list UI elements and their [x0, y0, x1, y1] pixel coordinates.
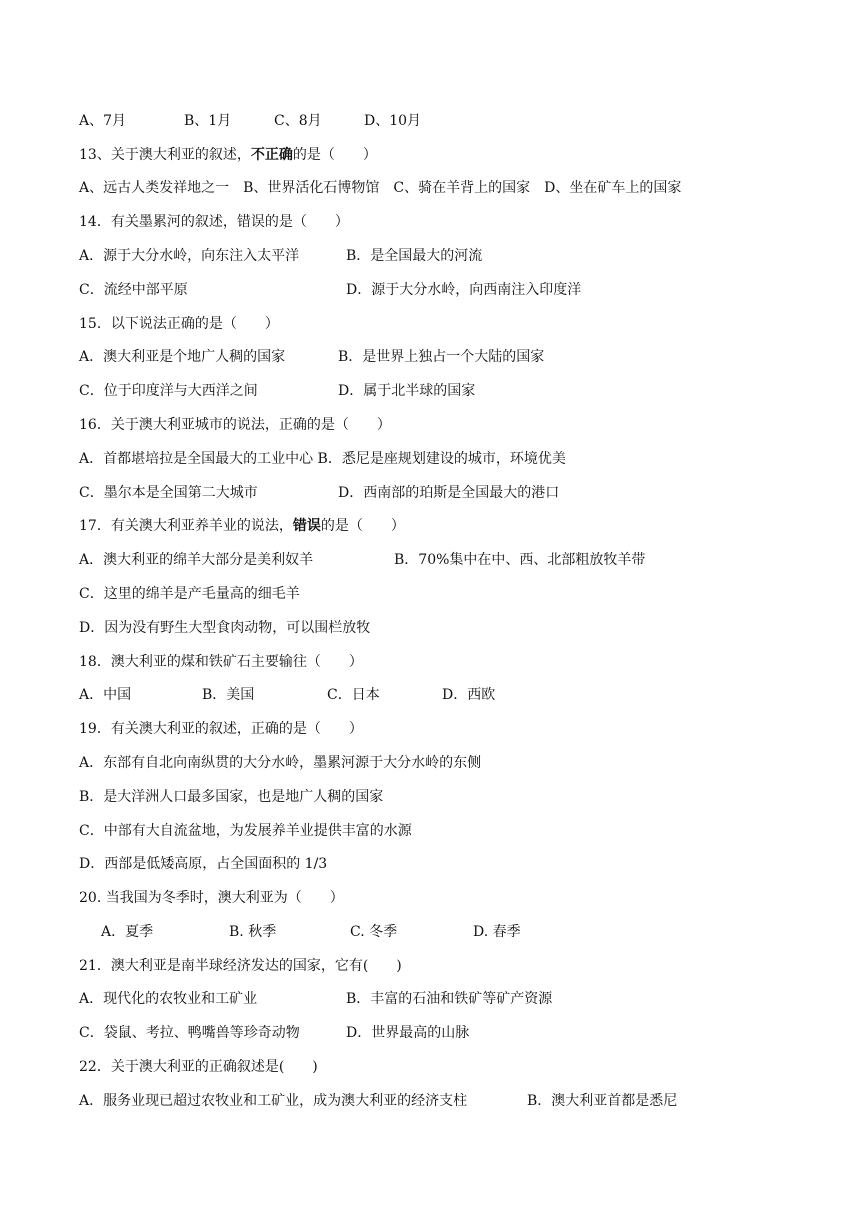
- question-17-text: 17．有关澳大利亚养羊业的说法，: [79, 518, 293, 534]
- option-b: B．70%集中在中、西、北部粗放牧羊带: [394, 552, 646, 568]
- option-b: B．是全国最大的河流: [346, 248, 483, 264]
- option-b: B．澳大利亚首都是悉尼: [527, 1093, 678, 1109]
- option-d: D．属于北半球的国家: [338, 383, 476, 399]
- option-a: A．现代化的农牧业和工矿业: [79, 991, 258, 1007]
- question-16-options-ab: A．首都堪培拉是全国最大的工业中心 B．悉尼是座规划建设的城市，环境优美: [79, 451, 566, 467]
- question-18: 18．澳大利亚的煤和铁矿石主要输往（ ）: [79, 654, 363, 670]
- question-13-tail: 的是（ ）: [292, 147, 377, 163]
- question-15: 15．以下说法正确的是（ ）: [79, 316, 279, 332]
- option-d: D．源于大分水岭，向西南注入印度洋: [346, 282, 582, 298]
- question-17-option-c: C．这里的绵羊是产毛量高的细毛羊: [79, 586, 300, 602]
- question-14: 14．有关墨累河的叙述，错误的是（ ）: [79, 214, 349, 230]
- option-b: B．丰富的石油和铁矿等矿产资源: [346, 991, 553, 1007]
- question-13-emphasis: 不正确: [250, 147, 293, 163]
- question-19-option-a: A．东部有自北向南纵贯的大分水岭，墨累河源于大分水岭的东侧: [79, 755, 482, 771]
- question-19-option-c: C．中部有大自流盆地，为发展养羊业提供丰富的水源: [79, 823, 412, 839]
- question-19: 19．有关澳大利亚的叙述，正确的是（ ）: [79, 721, 363, 737]
- option-c: C、8月: [274, 113, 322, 129]
- option-d: D．西欧: [442, 687, 496, 703]
- option-c: C．位于印度洋与大西洋之间: [79, 383, 258, 399]
- option-d: D．西南部的珀斯是全国最大的港口: [338, 485, 560, 501]
- question-19-option-d: D．西部是低矮高原，占全国面积的 1/3: [79, 856, 328, 872]
- option-c: C．日本: [327, 687, 380, 703]
- question-13-text: 13、关于澳大利亚的叙述，: [79, 147, 251, 163]
- option-d: D. 春季: [473, 924, 521, 940]
- option-a: A．澳大利亚是个地广人稠的国家: [79, 349, 286, 365]
- option-c: C. 冬季: [350, 924, 398, 940]
- question-17-option-d: D．因为没有野生大型食肉动物，可以围栏放牧: [79, 620, 371, 636]
- option-b: B. 秋季: [229, 924, 277, 940]
- question-20: 20. 当我国为冬季时，澳大利亚为（ ）: [79, 890, 344, 906]
- question-17-emphasis: 错误: [292, 518, 321, 534]
- question-13: [79, 144, 377, 166]
- option-c: C．袋鼠、考拉、鸭嘴兽等珍奇动物: [79, 1025, 300, 1041]
- option-b: B．美国: [202, 687, 255, 703]
- option-c: C．流经中部平原: [79, 282, 188, 298]
- question-22: 22．关于澳大利亚的正确叙述是( ): [79, 1059, 318, 1075]
- option-a: A、7月: [79, 113, 127, 129]
- option-a: A．源于大分水岭，向东注入太平洋: [79, 248, 300, 264]
- question-17-tail: 的是（ ）: [320, 518, 405, 534]
- option-a: A．夏季: [101, 924, 154, 940]
- option-b: B．是世界上独占一个大陆的国家: [338, 349, 545, 365]
- question-13-options: A、远古人类发祥地之一 B、世界活化石博物馆 C、骑在羊背上的国家 D、坐在矿车上的国家: [79, 180, 682, 196]
- option-a: A．澳大利亚的绵羊大部分是美利奴羊: [79, 552, 314, 568]
- option-a: A．服务业现已超过农牧业和工矿业，成为澳大利亚的经济支柱: [79, 1093, 468, 1109]
- option-c: C．墨尔本是全国第二大城市: [79, 485, 258, 501]
- question-19-option-b: B．是大洋洲人口最多国家，也是地广人稠的国家: [79, 789, 384, 805]
- option-d: D．世界最高的山脉: [346, 1025, 470, 1041]
- question-21: 21．澳大利亚是南半球经济发达的国家，它有( ): [79, 958, 402, 974]
- question-16: 16．关于澳大利亚城市的说法，正确的是（ ）: [79, 417, 391, 433]
- option-b: B、1月: [184, 113, 232, 129]
- question-17: [79, 515, 405, 537]
- option-a: A．中国: [79, 687, 132, 703]
- option-d: D、10月: [364, 113, 422, 129]
